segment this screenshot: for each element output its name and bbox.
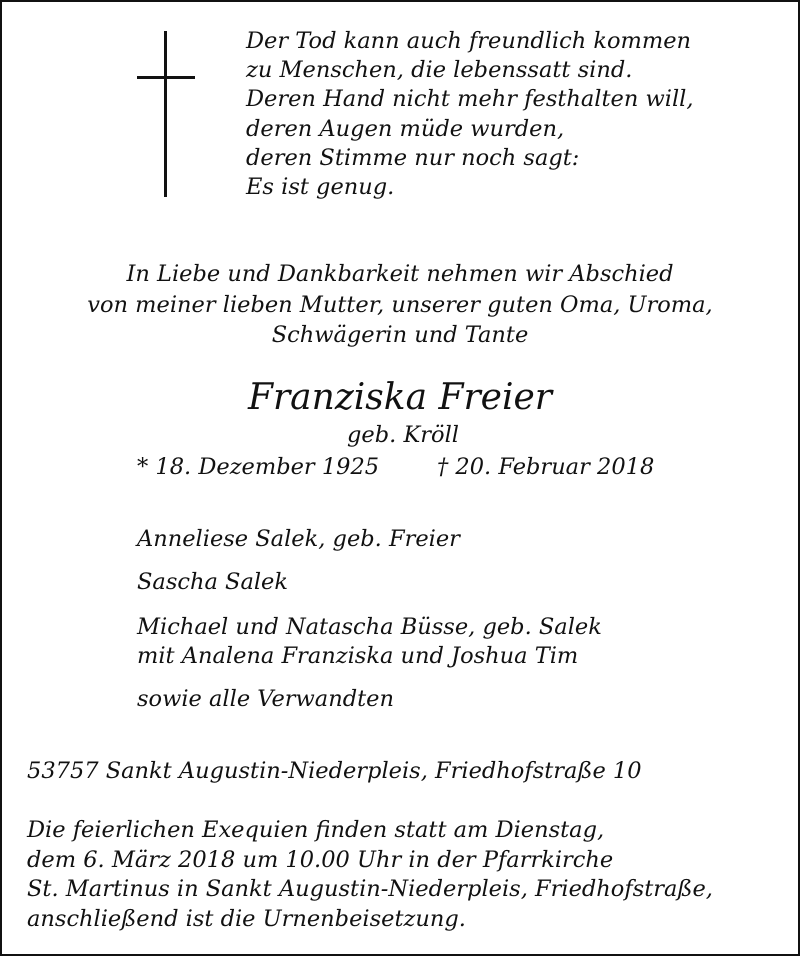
funeral-info	[27, 816, 713, 934]
death-date: † 20. Februar 2018	[437, 454, 655, 480]
farewell-intro	[0, 259, 800, 351]
birth-date: * 18. Dezember 1925	[137, 454, 380, 480]
address: 53757 Sankt Augustin-Niederpleis, Friedhofstraße 10	[27, 758, 642, 784]
mourner-line: Sascha Salek	[137, 569, 289, 595]
intro-line: von meiner lieben Mutter, unserer guten Oma, Uroma,	[87, 291, 713, 318]
poem-line: deren Augen müde wurden,	[246, 115, 565, 142]
mourner-line: sowie alle Verwandten	[137, 686, 394, 712]
mourner-line: mit Analena Franziska und Joshua Tim	[137, 643, 579, 669]
poem	[246, 27, 694, 202]
poem-line: Es ist genug.	[246, 174, 395, 201]
deceased-name: Franziska Freier	[247, 377, 553, 418]
intro-line: In Liebe und Dankbarkeit nehmen wir Abschied	[126, 261, 674, 287]
funeral-line: Die feierlichen Exequien finden statt am Dienstag,	[27, 817, 605, 843]
funeral-line: anschließend ist die Urnenbeisetzung.	[27, 905, 466, 932]
poem-line: deren Stimme nur noch sagt:	[246, 144, 580, 171]
cross-vertical-bar	[164, 31, 167, 197]
funeral-line: St. Martinus in Sankt Augustin-Niederpleis, Friedhofstraße,	[27, 876, 713, 902]
mourner-line: Michael und Natascha Büsse, geb. Salek	[137, 614, 602, 640]
maiden-name: geb. Kröll	[347, 422, 459, 448]
poem-line: Deren Hand nicht mehr festhalten will,	[246, 86, 694, 113]
funeral-line: dem 6. März 2018 um 10.00 Uhr in der Pfarrkirche	[27, 846, 614, 873]
cross-horizontal-bar	[137, 76, 195, 79]
intro-line: Schwägerin und Tante	[271, 322, 529, 348]
poem-line: zu Menschen, die lebenssatt sind.	[246, 57, 633, 84]
mourner-line: Anneliese Salek, geb. Freier	[137, 526, 460, 552]
poem-line: Der Tod kann auch freundlich kommen	[246, 28, 692, 54]
